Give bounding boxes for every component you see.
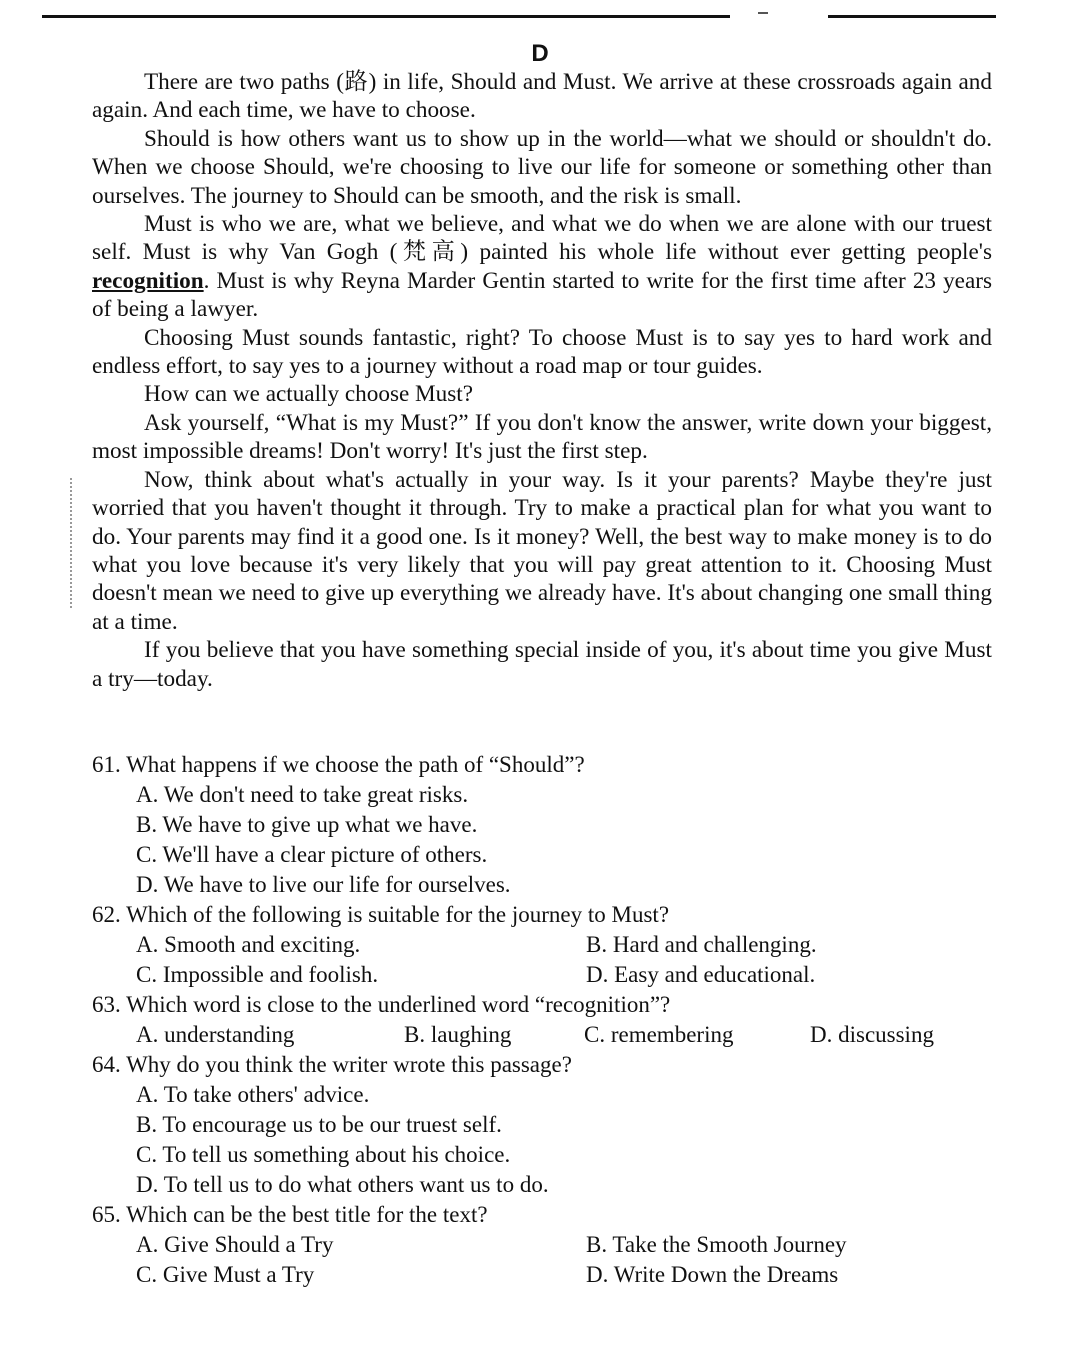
underlined-word: recognition [92, 267, 204, 294]
question-65 [92, 1200, 992, 1290]
option-c: C. Give Must a Try [136, 1262, 315, 1287]
passage-paragraph: If you believe that you have something special inside of you, it's about time you give Must a try—today. [92, 637, 992, 692]
passage-text: . Must is why Reyna Marder Gentin started to write for the first time after 23 years of being a lawyer. [92, 267, 992, 323]
option-b: B. To encourage us to be our truest self. [136, 1112, 502, 1137]
question-62 [92, 900, 992, 990]
option-a: A. To take others' advice. [136, 1082, 370, 1107]
question-stem: 65. Which can be the best title for the text? [92, 1202, 488, 1227]
question-stem: 63. Which word is close to the underlined word “recognition”? [92, 992, 671, 1017]
option-a: A. Smooth and exciting. [136, 932, 361, 957]
option-c: C. Impossible and foolish. [136, 962, 379, 987]
option-b: B. We have to give up what we have. [136, 812, 478, 837]
question-list [92, 750, 992, 1290]
option-d: D. Write Down the Dreams [586, 1262, 839, 1287]
option-grid [92, 930, 992, 990]
passage-paragraph: There are two paths (路) in life, Should and Must. We arrive at these crossroads again and again. And each time, we have to choose. [92, 69, 992, 124]
question-63 [92, 990, 992, 1050]
option-d: D. To tell us to do what others want us to do. [136, 1172, 549, 1197]
passage-paragraph: Should is how others want us to show up in the world—what we should or shouldn't do. When we choose Should, we're choosing to live our life for someone or something other than ourselves. The journey to Should can be smooth, and the risk is small. [92, 125, 992, 209]
passage-paragraph: Now, think about what's actually in your way. Is it your parents? Maybe they're just worried that you haven't thought it through. Try to make a practical plan for what you want to do. Your parents may find it a good one. Is it money? Well, the best way to make money is to do what you love because it's very likely that you will pay great attention to it. Choosing Must doesn't mean we need to give up everything we already have. It's about changing one small thing at a time. [92, 466, 992, 635]
margin-dots [70, 478, 74, 608]
option-d: D. discussing [810, 1022, 934, 1047]
option-c: C. remembering [584, 1022, 734, 1047]
question-stem: 61. What happens if we choose the path of “Should”? [92, 752, 585, 777]
passage-paragraph [92, 210, 992, 324]
option-grid [92, 1230, 992, 1290]
question-61 [92, 750, 992, 900]
question-stem: 64. Why do you think the writer wrote this passage? [92, 1052, 572, 1077]
option-b: B. Hard and challenging. [586, 932, 817, 957]
top-rule-mark [758, 12, 768, 14]
question-stem: 62. Which of the following is suitable for the journey to Must? [92, 902, 670, 927]
passage-paragraph: How can we actually choose Must? [144, 381, 474, 408]
option-a: A. Give Should a Try [136, 1232, 334, 1257]
question-64 [92, 1050, 992, 1200]
passage-paragraph: Ask yourself, “What is my Must?” If you don't know the answer, write down your biggest, most impossible dreams! Don't worry! It's just the first step. [92, 409, 992, 465]
passage-paragraph: Choosing Must sounds fantastic, right? To choose Must is to say yes to hard work and endless effort, to say yes to a journey without a road map or tour guides. [92, 324, 992, 380]
option-a: A. understanding [136, 1022, 295, 1047]
top-rule-left [42, 15, 730, 18]
option-b: B. Take the Smooth Journey [586, 1232, 847, 1257]
option-d: D. We have to live our life for ourselves. [136, 872, 511, 897]
reading-passage [92, 68, 992, 693]
option-a: A. We don't need to take great risks. [136, 782, 469, 807]
section-heading: D [531, 40, 549, 67]
option-c: C. We'll have a clear picture of others. [136, 842, 488, 867]
option-b: B. laughing [404, 1022, 512, 1047]
option-d: D. Easy and educational. [586, 962, 816, 987]
top-rule-right [828, 15, 996, 18]
option-row [92, 1020, 992, 1050]
passage-text: Must is who we are, what we believe, and what we do when we are alone with our truest self. Must is why Van Gogh (梵高) painted his whole life without ever getting people's [92, 211, 992, 266]
option-c: C. To tell us something about his choice. [136, 1142, 511, 1167]
